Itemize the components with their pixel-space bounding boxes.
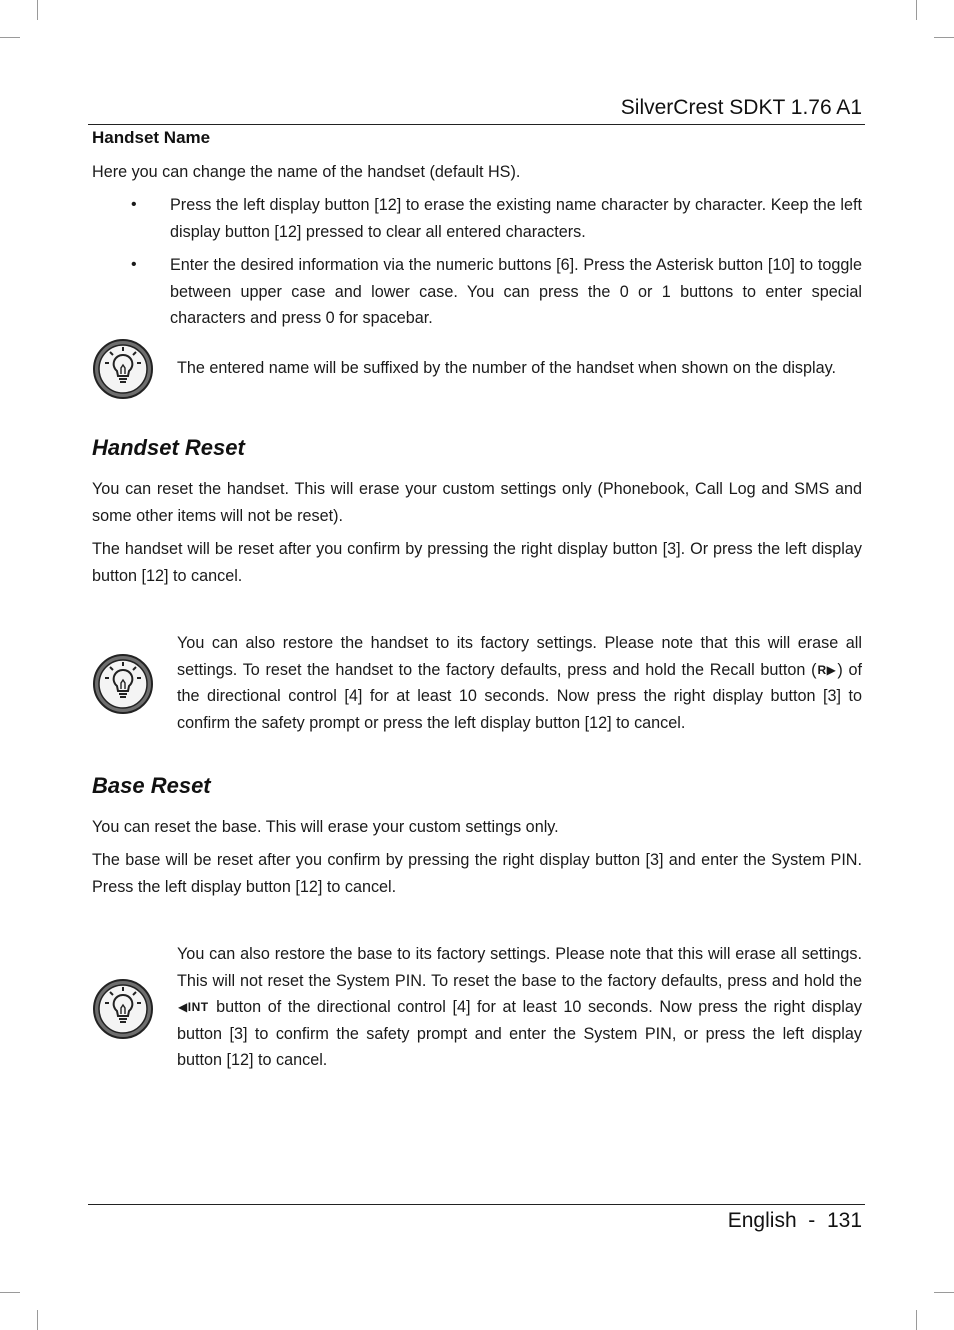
crop-mark (0, 37, 20, 38)
section-heading-handset-reset: Handset Reset (92, 435, 245, 460)
crop-mark (934, 37, 954, 38)
handset-reset-note-part-2: ) of the directional control [4] for at least 10 seconds. Now press the right display button [3] to confirm the safety prompt or press the left display button [12] to cancel. (177, 660, 862, 732)
lightbulb-icon (92, 978, 154, 1040)
base-reset-paragraph-2: The base will be reset after you confirm by pressing the right display button [3] and enter the System PIN. Press the left display button [12] to cancel. (92, 851, 862, 896)
section-heading-base-reset: Base Reset (92, 773, 211, 798)
int-key-icon: ◀INT (178, 1000, 209, 1015)
page-footer-language-page-number: English - 131 (727, 1209, 862, 1232)
base-reset-note-part-1: You can also restore the base to its factory settings. Please note that this will erase all settings. This will not reset the System PIN. To reset the base to the factory defaults, press and hold the (177, 945, 862, 990)
handset-reset-paragraph-2: The handset will be reset after you confirm by pressing the right display button [3]. Or press the left display button [12] to cancel. (92, 540, 862, 585)
crop-mark (934, 1292, 954, 1293)
handset-reset-note-part-1: You can also restore the handset to its factory settings. Please note that this will erase all settings. To reset the handset to the factory defaults, press and hold the Recall button ( (177, 634, 862, 679)
handset-name-bullet-1: Press the left display button [12] to erase the existing name character by character. Keep the left display button [12] pressed to clear all entered characters. (170, 196, 862, 241)
crop-mark (0, 1292, 20, 1293)
page-header-title: SilverCrest SDKT 1.76 A1 (620, 96, 862, 119)
base-reset-note-part-2: button of the directional control [4] for at least 10 seconds. Now press the right display button [3] to confirm the safety prompt and enter the System PIN, or press the left display button [12] to cancel. (177, 998, 862, 1070)
base-reset-note (177, 941, 862, 1074)
handset-reset-paragraph-1: You can reset the handset. This will erase your custom settings only (Phonebook, Call Log and SMS and some other items will not be reset). (92, 480, 862, 525)
bullet-marker: • (131, 256, 137, 273)
recall-key-icon: R▶ (817, 662, 837, 677)
section-heading-handset-name: Handset Name (92, 128, 211, 147)
crop-mark (916, 1310, 917, 1330)
crop-mark (916, 0, 917, 20)
handset-name-intro: Here you can change the name of the handset (default HS). (92, 163, 521, 181)
handset-name-note: The entered name will be suffixed by the number of the handset when shown on the display. (177, 359, 836, 377)
crop-mark (37, 1310, 38, 1330)
lightbulb-icon (92, 338, 154, 400)
header-rule (88, 124, 865, 125)
bullet-marker: • (131, 196, 137, 213)
base-reset-paragraph-1: You can reset the base. This will erase your custom settings only. (92, 818, 559, 836)
handset-name-bullet-2: Enter the desired information via the numeric buttons [6]. Press the Asterisk button [10] to toggle between upper case and lower case. You can press the 0 or 1 buttons to enter special characters and press 0 for spacebar. (170, 256, 862, 328)
crop-mark (37, 0, 38, 20)
lightbulb-icon (92, 653, 154, 715)
footer-rule (88, 1204, 865, 1205)
handset-reset-note (177, 630, 862, 736)
